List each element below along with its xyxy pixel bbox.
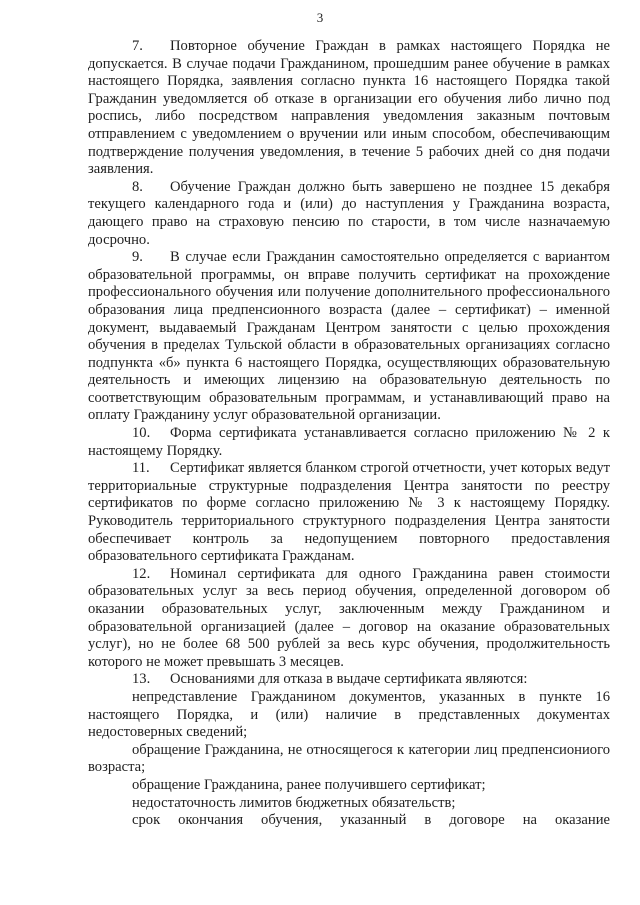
- paragraph-text: Сертификат является бланком строгой отчетности, учет которых ведут территориальные структурные подразделения Центра занятости по реестру сертификатов по форме согласно приложению № 3 к настоящему Порядку. Руководитель территориального структурного подразделения Центра занятости обеспечивает контроль за недопущением повторного предоставления образовательного сертификата Гражданам.: [88, 460, 610, 565]
- paragraph-number: 7.: [132, 38, 143, 54]
- list-item: непредставление Гражданином документов, указанных в пункте 16 настоящего Порядка, и (или) наличие в представленных документах недостоверных сведений;: [88, 688, 610, 741]
- paragraph-13: [88, 671, 610, 689]
- paragraph-number: 9.: [132, 249, 143, 266]
- paragraph-number: 12.: [132, 565, 151, 582]
- paragraph-7: [88, 38, 610, 179]
- paragraph-text: В случае если Гражданин самостоятельно определяется с вариантом образовательной программы, он вправе получить сертификат на прохождение профессионального обучения или получение дополнительного профессионального образования лица предпенсионного возраста (далее – сертификат) – именной документ, выдаваемый Гражданам Центром занятости с целью прохождения обучения в пределах Тульской области в образовательных организациях согласно подпункта «б» пункта 6 настоящего Порядка, осуществляющих образовательную деятельность и имеющих лицензию на образовательную деятельность по соответствующим образовательным программам, и устанавливающий право на оплату Гражданину услуг образовательной организации.: [88, 249, 610, 424]
- list-item: недостаточность лимитов бюджетных обязательств;: [132, 794, 456, 811]
- paragraph-9: [88, 249, 610, 425]
- paragraph-12: [88, 566, 610, 672]
- list-item: срок окончания обучения, указанный в договоре на оказание: [132, 812, 610, 829]
- paragraph-text: Обучение Граждан должно быть завершено не позднее 15 декабря текущего календарного года и (или) до наступления у Гражданина возраста, дающего право на страховую пенсию по старости, в том числе назначаемую досрочно.: [88, 178, 610, 248]
- document-body: [88, 38, 610, 830]
- paragraph-11: [88, 460, 610, 566]
- paragraph-number: 11.: [132, 460, 150, 477]
- paragraph-8: [88, 179, 610, 249]
- list-item: обращение Гражданина, не относящегося к категории лиц предпенсиониого возраста;: [88, 741, 610, 776]
- list-item: обращение Гражданина, ранее получившего сертификат;: [132, 776, 486, 793]
- paragraph-text: Повторное обучение Граждан в рамках настоящего Порядка не допускается. В случае подачи Гражданином, прошедшим ранее обучение в рамках настоящего Порядка, заявления согласно пункта 16 настоящего Порядка такой Гражданин уведомляется об отказе в организации его обучения либо лично под роспись, либо посредством направления уведомления заказным почтовым отправлением с уведомлением о вручении или иным способом, обеспечивающим подтверждение получения уведомления, в течение 5 рабочих дней со дня подачи заявления.: [88, 38, 610, 178]
- paragraph-text: Основаниями для отказа в выдаче сертификата являются:: [170, 671, 528, 688]
- paragraph-10: [88, 425, 610, 460]
- paragraph-number: 10.: [132, 425, 151, 442]
- paragraph-number: 13.: [132, 671, 151, 688]
- page-number: 3: [316, 10, 324, 25]
- paragraph-text: Форма сертификата устанавливается согласно приложению № 2 к настоящему Порядку.: [88, 425, 610, 459]
- paragraph-number: 8.: [132, 178, 143, 195]
- paragraph-text: Номинал сертификата для одного Гражданина равен стоимости образовательных услуг за весь период обучения, определенной договором об оказании образовательных услуг, заключенным между Гражданином и образовательной организацией (далее – договор на оказание образовательных услуг), но не более 68 500 рублей за весь курс обучения, продолжительность которого не может превышать 3 месяцев.: [88, 565, 610, 670]
